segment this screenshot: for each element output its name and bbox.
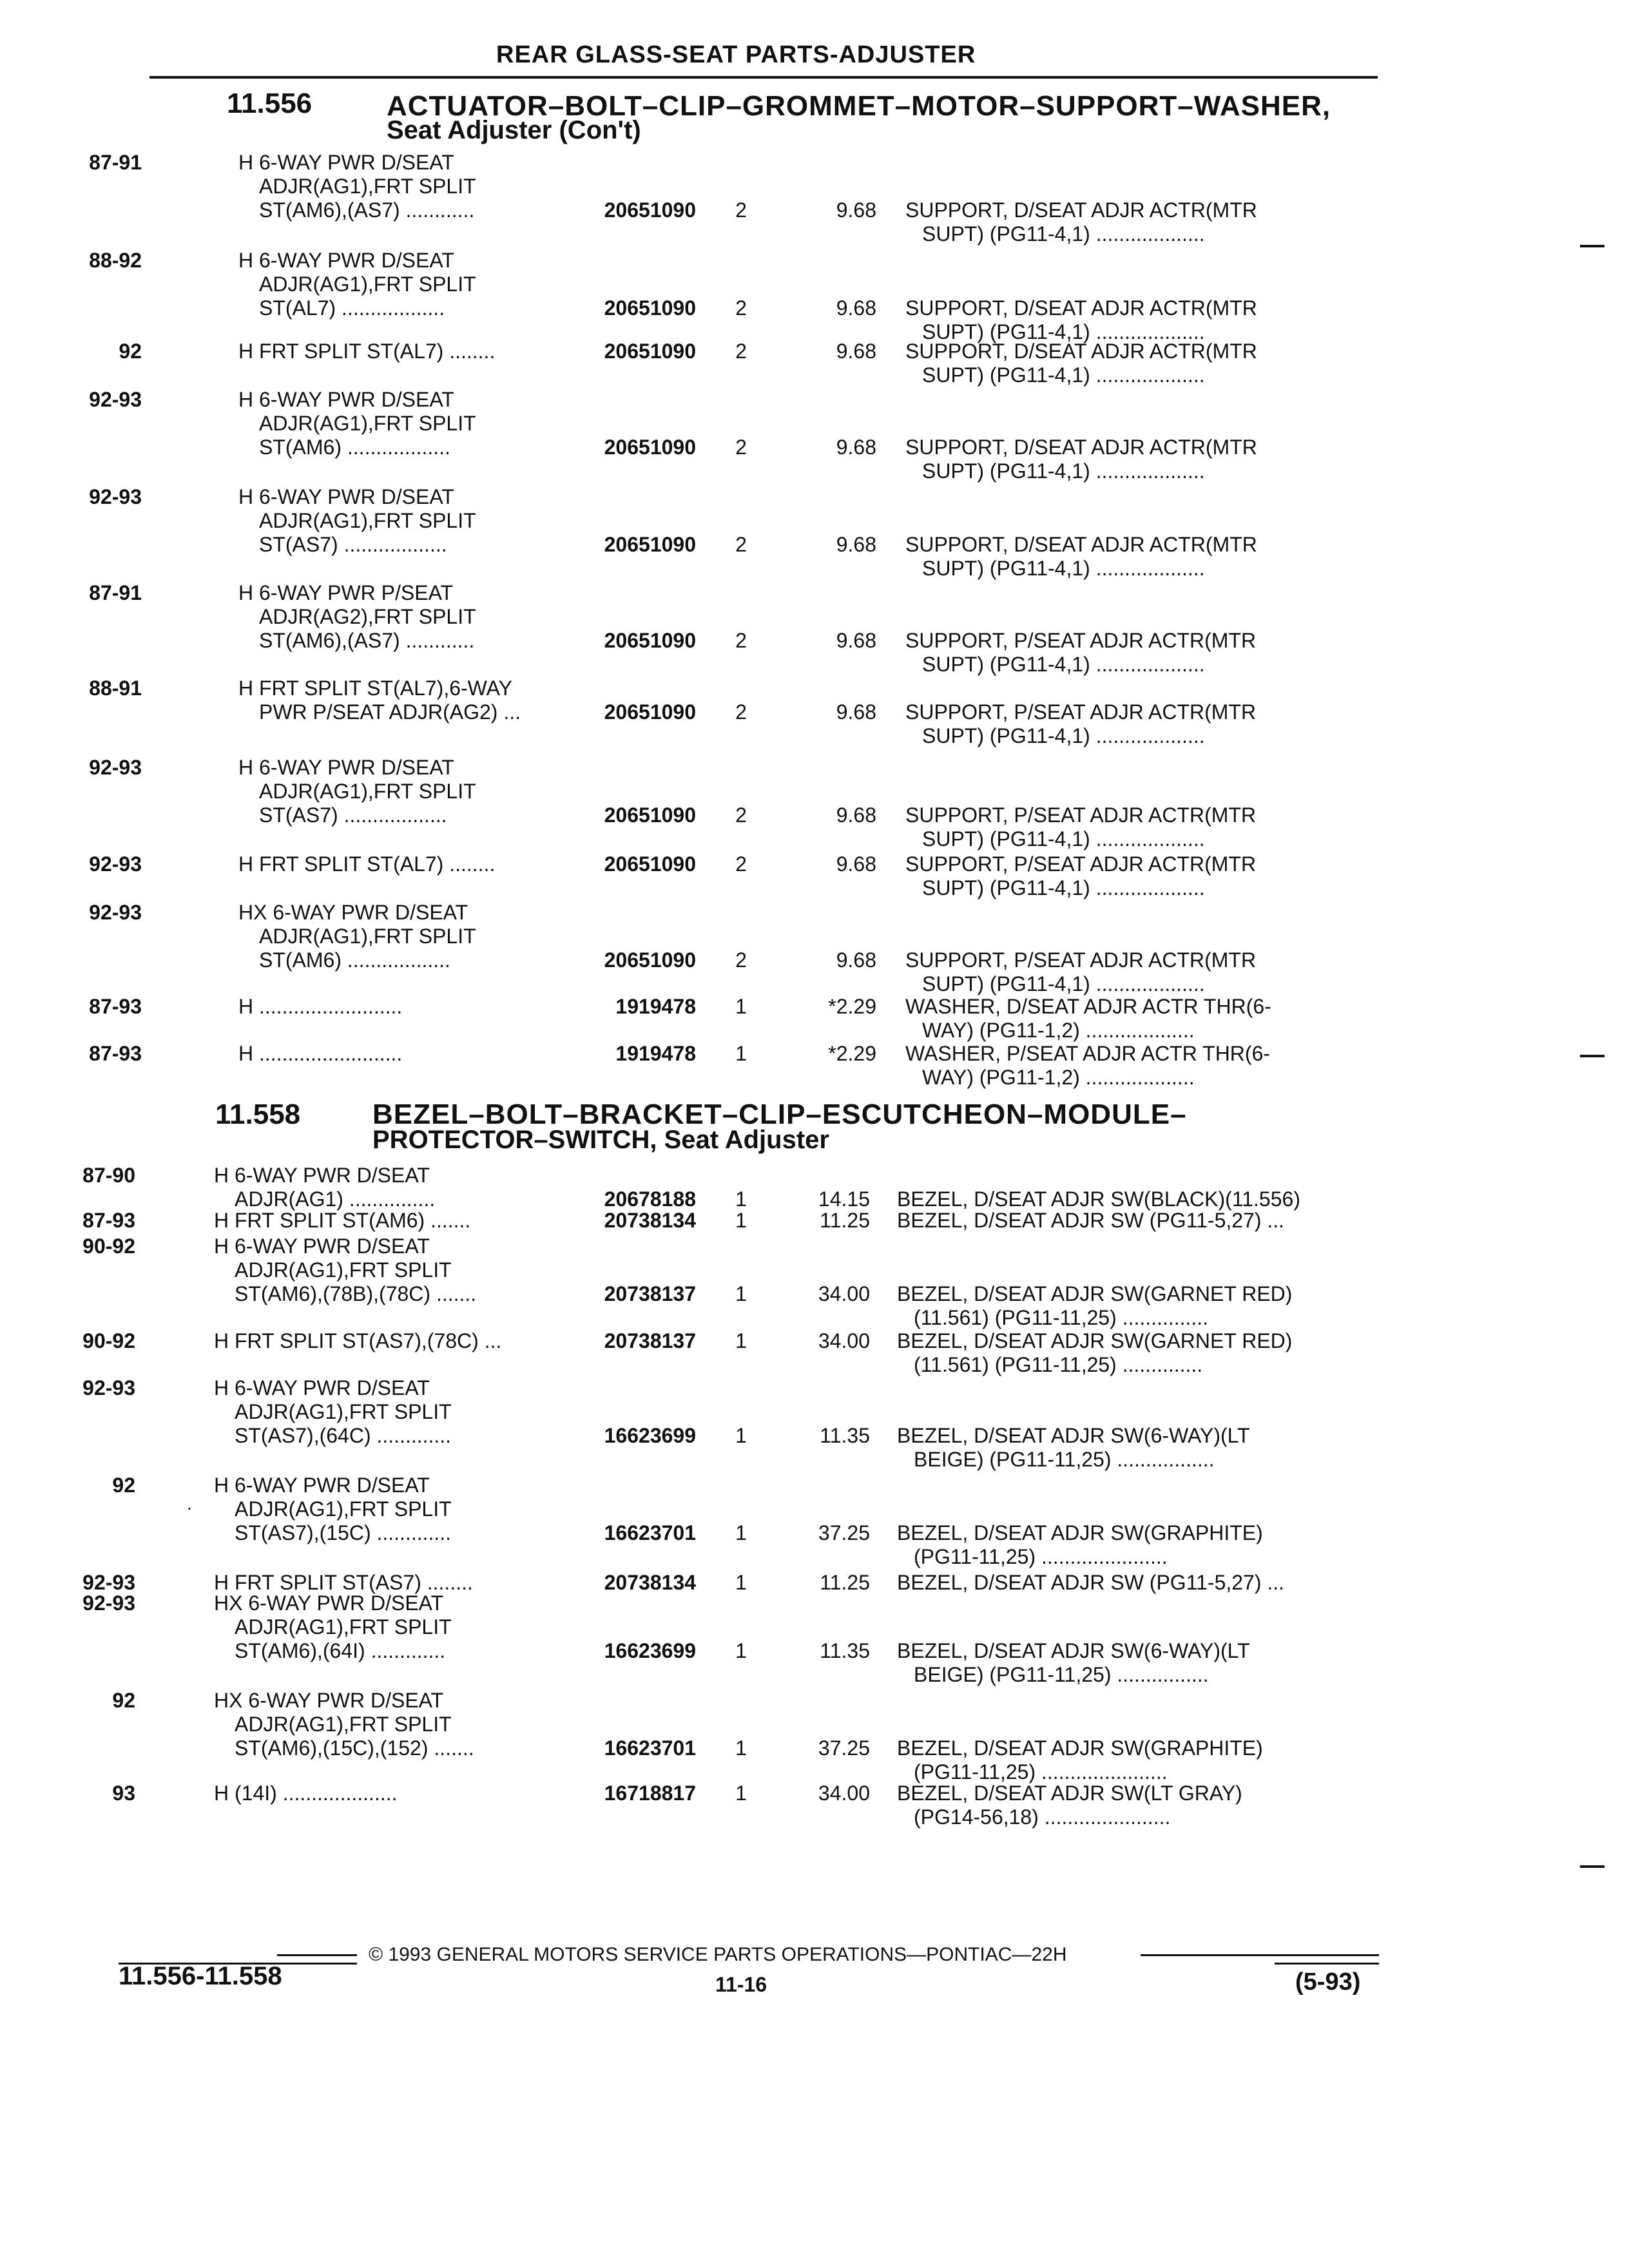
section-title: ACTUATOR–BOLT–CLIP–GROMMET–MOTOR–SUPPORT–WASHER, xyxy=(387,90,1331,122)
application-description xyxy=(238,852,495,876)
part-name-line: (11.561) (PG11-11,25) ............... xyxy=(914,1306,1209,1329)
parts-entry xyxy=(0,1042,1418,1090)
description-line: ST(AS7) .................. xyxy=(259,533,447,556)
part-name-line: SUPPORT, D/SEAT ADJR ACTR(MTR xyxy=(905,533,1257,556)
part-name-line: SUPT) (PG11-4,1) ................... xyxy=(922,972,1205,995)
part-name xyxy=(905,296,1257,344)
part-name xyxy=(905,340,1257,387)
parts-entry xyxy=(0,340,1418,387)
part-name-line: SUPPORT, D/SEAT ADJR ACTR(MTR xyxy=(905,198,1257,222)
part-number: 16623699 xyxy=(604,1639,696,1662)
part-name-line: BEIGE) (PG11-11,25) ................ xyxy=(914,1663,1209,1686)
description-line: ADJR(AG2),FRT SPLIT xyxy=(259,605,476,628)
model-years: 92-93 xyxy=(89,388,142,411)
parts-entry xyxy=(0,677,1418,747)
part-name-line: SUPT) (PG11-4,1) ................... xyxy=(922,653,1205,676)
part-name xyxy=(897,1782,1242,1829)
quantity: 1 xyxy=(735,1187,747,1211)
application-description xyxy=(238,581,476,653)
quantity: 2 xyxy=(735,629,747,652)
part-name-line: WAY) (PG11-1,2) ................... xyxy=(922,1066,1195,1089)
model-years: 92-93 xyxy=(89,485,142,508)
price: 9.68 xyxy=(836,340,876,363)
description-line: ADJR(AG1),FRT SPLIT xyxy=(259,925,476,948)
part-name-line: SUPPORT, D/SEAT ADJR ACTR(MTR xyxy=(905,296,1257,320)
quantity: 2 xyxy=(735,852,747,876)
quantity: 2 xyxy=(735,948,747,972)
price: 9.68 xyxy=(836,296,876,320)
part-name xyxy=(905,995,1271,1043)
quantity: 2 xyxy=(735,198,747,222)
description-line: ST(AS7),(15C) ............. xyxy=(235,1521,452,1544)
description-line: H 6-WAY PWR D/SEAT xyxy=(238,485,454,508)
price: 37.25 xyxy=(818,1521,870,1544)
part-name xyxy=(905,948,1256,996)
quantity: 2 xyxy=(735,803,747,827)
quantity: 2 xyxy=(735,340,747,363)
part-name xyxy=(897,1282,1292,1330)
application-description xyxy=(214,1164,435,1211)
description-line: ST(AM6),(15C),(152) ....... xyxy=(235,1736,474,1760)
part-name-line: BEZEL, D/SEAT ADJR SW (PG11-5,27) ... xyxy=(897,1571,1285,1594)
description-line: H FRT SPLIT ST(AL7) ........ xyxy=(238,340,496,363)
part-name-line: SUPPORT, D/SEAT ADJR ACTR(MTR xyxy=(905,340,1257,363)
part-number: 20651090 xyxy=(604,340,696,363)
part-number: 1919478 xyxy=(615,1042,696,1065)
parts-entry xyxy=(0,249,1418,343)
margin-mark xyxy=(1580,1055,1605,1057)
model-years: 88-92 xyxy=(89,249,142,272)
part-number: 20651090 xyxy=(604,533,696,556)
part-name xyxy=(897,1424,1250,1472)
description-line: ST(AS7) .................. xyxy=(259,803,447,827)
application-description xyxy=(214,1591,452,1663)
part-name-line: BEIGE) (PG11-11,25) ................. xyxy=(914,1448,1215,1471)
model-years: 92-93 xyxy=(82,1591,135,1615)
application-description xyxy=(214,1474,452,1545)
price: 9.68 xyxy=(836,533,876,556)
application-description xyxy=(214,1329,501,1353)
part-name-line: SUPT) (PG11-4,1) ................... xyxy=(922,320,1205,343)
application-description xyxy=(238,756,476,827)
part-name-line: (11.561) (PG11-11,25) .............. xyxy=(914,1353,1203,1376)
model-years: 90-92 xyxy=(82,1235,135,1258)
stray-mark: . xyxy=(187,1494,192,1514)
parts-entry xyxy=(0,1329,1418,1377)
price: *2.29 xyxy=(828,995,876,1018)
part-name-line: WASHER, D/SEAT ADJR ACTR THR(6- xyxy=(905,995,1271,1018)
part-name-line: BEZEL, D/SEAT ADJR SW (PG11-5,27) ... xyxy=(897,1209,1285,1232)
part-name-line: SUPT) (PG11-4,1) ................... xyxy=(922,876,1205,899)
model-years: 93 xyxy=(112,1782,135,1805)
part-name xyxy=(905,700,1256,748)
description-line: PWR P/SEAT ADJR(AG2) ... xyxy=(259,700,521,724)
price: 11.25 xyxy=(820,1209,870,1232)
description-line: ADJR(AG1),FRT SPLIT xyxy=(259,273,476,296)
application-description xyxy=(214,1235,476,1306)
description-line: ST(AL7) .................. xyxy=(259,296,445,320)
part-number: 16718817 xyxy=(604,1782,696,1805)
quantity: 2 xyxy=(735,436,747,459)
footer-copyright: © 1993 GENERAL MOTORS SERVICE PARTS OPERATIONS—PONTIAC—22H xyxy=(369,1944,1067,1965)
part-name xyxy=(897,1187,1300,1211)
part-number: 20651090 xyxy=(604,296,696,320)
part-name xyxy=(897,1736,1263,1784)
part-name-line: BEZEL, D/SEAT ADJR SW(BLACK)(11.556) xyxy=(897,1187,1300,1211)
part-name-line: SUPT) (PG11-4,1) ................... xyxy=(922,724,1205,747)
description-line: H FRT SPLIT ST(AL7) ........ xyxy=(238,852,496,876)
description-line: H 6-WAY PWR P/SEAT xyxy=(238,581,454,604)
part-name xyxy=(905,198,1257,246)
model-years: 92-93 xyxy=(82,1376,135,1399)
model-years: 92-93 xyxy=(89,901,142,924)
price: 9.68 xyxy=(836,852,876,876)
price: *2.29 xyxy=(828,1042,876,1065)
price: 9.68 xyxy=(836,198,876,222)
parts-entry xyxy=(0,485,1418,580)
parts-entry xyxy=(0,1782,1418,1829)
description-line: H 6-WAY PWR D/SEAT xyxy=(238,756,454,779)
application-description xyxy=(238,485,476,557)
description-line: H FRT SPLIT ST(AM6) ....... xyxy=(214,1209,471,1232)
description-line: H 6-WAY PWR D/SEAT xyxy=(238,249,454,272)
model-years: 92-93 xyxy=(89,756,142,779)
part-name-line: BEZEL, D/SEAT ADJR SW(GRAPHITE) xyxy=(897,1736,1263,1760)
section-title: BEZEL–BOLT–BRACKET–CLIP–ESCUTCHEON–MODULE– xyxy=(372,1099,1187,1130)
part-name-line: BEZEL, D/SEAT ADJR SW(GARNET RED) xyxy=(897,1329,1293,1352)
description-line: ADJR(AG1),FRT SPLIT xyxy=(259,509,476,532)
parts-entry xyxy=(0,756,1418,850)
description-line: ADJR(AG1) ............... xyxy=(235,1187,436,1211)
application-description xyxy=(214,1209,470,1233)
quantity: 1 xyxy=(735,1329,747,1352)
description-line: ST(AS7),(64C) ............. xyxy=(235,1424,452,1447)
description-line: ADJR(AG1),FRT SPLIT xyxy=(259,780,476,803)
footer-page-number: 11-16 xyxy=(715,1973,767,1996)
model-years: 92-93 xyxy=(82,1571,135,1594)
quantity: 1 xyxy=(735,1209,747,1232)
price: 34.00 xyxy=(818,1282,870,1305)
application-description xyxy=(238,340,495,363)
quantity: 1 xyxy=(735,1424,747,1447)
description-line: ST(AM6),(AS7) ............ xyxy=(259,629,475,652)
part-number: 20651090 xyxy=(604,803,696,827)
parts-entry xyxy=(0,388,1418,483)
part-name xyxy=(905,803,1256,851)
description-line: H 6-WAY PWR D/SEAT xyxy=(214,1235,430,1258)
price: 9.68 xyxy=(836,803,876,827)
description-line: H 6-WAY PWR D/SEAT xyxy=(238,151,454,174)
parts-entry xyxy=(0,1235,1418,1329)
parts-entry xyxy=(0,852,1418,900)
part-name-line: SUPPORT, P/SEAT ADJR ACTR(MTR xyxy=(905,700,1257,724)
parts-entry xyxy=(0,1474,1418,1568)
part-name-line: SUPPORT, P/SEAT ADJR ACTR(MTR xyxy=(905,803,1257,827)
part-name-line: SUPPORT, P/SEAT ADJR ACTR(MTR xyxy=(905,948,1257,972)
quantity: 2 xyxy=(735,296,747,320)
description-line: ADJR(AG1),FRT SPLIT xyxy=(259,175,476,198)
price: 34.00 xyxy=(818,1782,870,1805)
model-years: 92 xyxy=(112,1689,135,1712)
quantity: 1 xyxy=(735,1282,747,1305)
footer-rule-bottom-right xyxy=(1275,1963,1379,1965)
model-years: 87-90 xyxy=(82,1164,135,1187)
part-name-line: BEZEL, D/SEAT ADJR SW(GARNET RED) xyxy=(897,1282,1293,1305)
part-name-line: SUPPORT, P/SEAT ADJR ACTR(MTR xyxy=(905,852,1257,876)
part-number: 20651090 xyxy=(604,948,696,972)
part-name-line: SUPT) (PG11-4,1) ................... xyxy=(922,557,1205,580)
price: 34.00 xyxy=(818,1329,870,1352)
description-line: ADJR(AG1),FRT SPLIT xyxy=(235,1713,452,1736)
description-line: ADJR(AG1),FRT SPLIT xyxy=(235,1258,452,1282)
part-name-line: SUPPORT, P/SEAT ADJR ACTR(MTR xyxy=(905,629,1257,652)
description-line: H FRT SPLIT ST(AL7),6-WAY xyxy=(238,677,512,700)
price: 9.68 xyxy=(836,629,876,652)
part-name-line: SUPT) (PG11-4,1) ................... xyxy=(922,222,1205,245)
quantity: 1 xyxy=(735,1571,747,1594)
quantity: 1 xyxy=(735,1736,747,1760)
footer-rule-right xyxy=(1141,1954,1379,1956)
description-line: HX 6-WAY PWR D/SEAT xyxy=(238,901,468,924)
part-number: 20651090 xyxy=(604,700,696,724)
part-number: 20738137 xyxy=(604,1282,696,1305)
description-line: ST(AM6),(64I) ............. xyxy=(235,1639,446,1662)
parts-entry xyxy=(0,1209,1418,1233)
model-years: 87-93 xyxy=(89,995,142,1018)
application-description xyxy=(238,388,476,459)
section-number: 11.556 xyxy=(227,88,313,119)
price: 11.35 xyxy=(820,1424,870,1447)
description-line: H 6-WAY PWR D/SEAT xyxy=(214,1376,430,1399)
part-name xyxy=(905,1042,1270,1090)
part-name xyxy=(905,852,1256,900)
description-line: ADJR(AG1),FRT SPLIT xyxy=(235,1400,452,1423)
application-description xyxy=(214,1689,474,1760)
description-line: H 6-WAY PWR D/SEAT xyxy=(238,388,454,411)
part-number: 16623701 xyxy=(604,1521,696,1544)
description-line: HX 6-WAY PWR D/SEAT xyxy=(214,1591,444,1615)
model-years: 87-91 xyxy=(89,151,142,174)
description-line: H ......................... xyxy=(238,1042,403,1065)
footer-rule-left xyxy=(277,1954,357,1956)
model-years: 90-92 xyxy=(82,1329,135,1352)
application-description xyxy=(238,1042,402,1066)
model-years: 87-91 xyxy=(89,581,142,604)
quantity: 1 xyxy=(735,995,747,1018)
application-description xyxy=(238,995,402,1019)
section-subtitle: PROTECTOR–SWITCH, Seat Adjuster xyxy=(372,1126,829,1154)
quantity: 1 xyxy=(735,1782,747,1805)
model-years: 87-93 xyxy=(82,1209,135,1232)
description-line: H 6-WAY PWR D/SEAT xyxy=(214,1164,430,1187)
part-name xyxy=(905,436,1257,483)
description-line: ADJR(AG1),FRT SPLIT xyxy=(235,1497,452,1521)
part-name-line: SUPT) (PG11-4,1) ................... xyxy=(922,827,1205,850)
model-years: 92-93 xyxy=(89,852,142,876)
application-description xyxy=(238,901,476,972)
part-name xyxy=(897,1521,1263,1569)
model-years: 88-91 xyxy=(89,677,142,700)
part-number: 20738134 xyxy=(604,1209,696,1232)
application-description xyxy=(214,1376,452,1448)
parts-entry xyxy=(0,151,1418,245)
part-name-line: BEZEL, D/SEAT ADJR SW(GRAPHITE) xyxy=(897,1521,1263,1544)
model-years: 92 xyxy=(119,340,142,363)
footer-section-range: 11.556-11.558 xyxy=(119,1962,282,1990)
parts-entry xyxy=(0,1164,1418,1211)
part-number: 20651090 xyxy=(604,852,696,876)
part-name xyxy=(905,533,1257,581)
description-line: ADJR(AG1),FRT SPLIT xyxy=(235,1615,452,1639)
part-name-line: (PG11-11,25) ...................... xyxy=(914,1545,1168,1568)
quantity: 1 xyxy=(735,1042,747,1065)
parts-entry xyxy=(0,1689,1418,1783)
page-title: REAR GLASS-SEAT PARTS-ADJUSTER xyxy=(496,41,976,68)
part-name xyxy=(897,1209,1284,1233)
price: 37.25 xyxy=(818,1736,870,1760)
application-description xyxy=(214,1782,398,1805)
application-description xyxy=(238,677,521,724)
part-number: 20678188 xyxy=(604,1187,696,1211)
part-number: 20738134 xyxy=(604,1571,696,1594)
quantity: 1 xyxy=(735,1639,747,1662)
price: 11.25 xyxy=(820,1571,870,1594)
part-number: 1919478 xyxy=(615,995,696,1018)
part-name-line: (PG14-56,18) ...................... xyxy=(914,1805,1171,1829)
description-line: H ......................... xyxy=(238,995,403,1018)
header-rule xyxy=(149,76,1378,79)
section-subtitle: Seat Adjuster (Con't) xyxy=(387,116,641,144)
description-line: H FRT SPLIT ST(AS7),(78C) ... xyxy=(214,1329,502,1352)
footer-date: (5-93) xyxy=(1295,1968,1361,1995)
part-name-line: SUPT) (PG11-4,1) ................... xyxy=(922,459,1205,483)
description-line: ST(AM6),(78B),(78C) ....... xyxy=(235,1282,477,1305)
quantity: 2 xyxy=(735,700,747,724)
part-number: 20651090 xyxy=(604,436,696,459)
parts-entry xyxy=(0,901,1418,995)
part-name-line: SUPT) (PG11-4,1) ................... xyxy=(922,363,1205,387)
part-number: 16623699 xyxy=(604,1424,696,1447)
part-number: 20651090 xyxy=(604,629,696,652)
part-name-line: BEZEL, D/SEAT ADJR SW(6-WAY)(LT xyxy=(897,1424,1250,1447)
price: 9.68 xyxy=(836,948,876,972)
price: 9.68 xyxy=(836,700,876,724)
description-line: H 6-WAY PWR D/SEAT xyxy=(214,1474,430,1497)
application-description xyxy=(238,249,476,320)
margin-mark xyxy=(1580,245,1605,247)
parts-entry xyxy=(0,581,1418,676)
price: 11.35 xyxy=(820,1639,870,1662)
margin-mark xyxy=(1580,1865,1605,1868)
description-line: H FRT SPLIT ST(AS7) ........ xyxy=(214,1571,473,1594)
part-name-line: (PG11-11,25) ...................... xyxy=(914,1760,1168,1783)
part-name xyxy=(897,1329,1292,1377)
price: 14.15 xyxy=(818,1187,870,1211)
part-number: 20651090 xyxy=(604,198,696,222)
part-name-line: BEZEL, D/SEAT ADJR SW(LT GRAY) xyxy=(897,1782,1242,1805)
part-number: 20738137 xyxy=(604,1329,696,1352)
part-name-line: WAY) (PG11-1,2) ................... xyxy=(922,1019,1195,1042)
parts-entry xyxy=(0,1591,1418,1686)
description-line: ST(AM6) .................. xyxy=(259,948,450,972)
quantity: 1 xyxy=(735,1521,747,1544)
price: 9.68 xyxy=(836,436,876,459)
part-name-line: WASHER, P/SEAT ADJR ACTR THR(6- xyxy=(905,1042,1271,1065)
part-name-line: SUPPORT, D/SEAT ADJR ACTR(MTR xyxy=(905,436,1257,459)
part-name xyxy=(897,1639,1250,1687)
application-description xyxy=(238,151,476,222)
part-name-line: BEZEL, D/SEAT ADJR SW(6-WAY)(LT xyxy=(897,1639,1250,1662)
description-line: ADJR(AG1),FRT SPLIT xyxy=(259,412,476,435)
section-number: 11.558 xyxy=(215,1099,301,1130)
model-years: 87-93 xyxy=(89,1042,142,1065)
description-line: H (14I) .................... xyxy=(214,1782,398,1805)
description-line: ST(AM6),(AS7) ............ xyxy=(259,198,475,222)
quantity: 2 xyxy=(735,533,747,556)
description-line: ST(AM6) .................. xyxy=(259,436,450,459)
model-years: 92 xyxy=(112,1474,135,1497)
parts-entry xyxy=(0,995,1418,1043)
parts-entry xyxy=(0,1376,1418,1471)
part-name xyxy=(905,629,1256,677)
description-line: HX 6-WAY PWR D/SEAT xyxy=(214,1689,444,1712)
part-number: 16623701 xyxy=(604,1736,696,1760)
